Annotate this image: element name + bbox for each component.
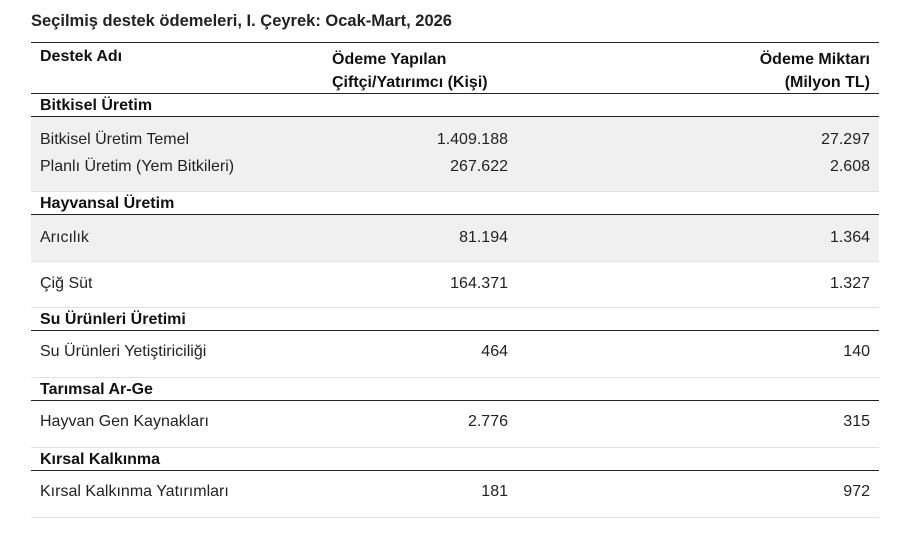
cell-farmers: 267.622 bbox=[450, 158, 508, 175]
header-farmers bbox=[332, 48, 488, 94]
table-row-group bbox=[31, 117, 879, 192]
header-amount-line1: Ödeme Miktarı bbox=[759, 51, 870, 68]
table-title: Seçilmiş destek ödemeleri, I. Çeyrek: Ocak-Mart, 2026 bbox=[31, 12, 452, 30]
header-amount-line2: (Milyon TL) bbox=[784, 74, 870, 91]
cell-support-name: Hayvan Gen Kaynakları bbox=[40, 413, 209, 430]
table-row-group bbox=[31, 401, 879, 448]
section-heading: Kırsal Kalkınma bbox=[31, 448, 879, 471]
cell-support-name: Kırsal Kalkınma Yatırımları bbox=[40, 483, 229, 500]
cell-amount: 1.327 bbox=[829, 275, 870, 292]
cell-amount: 1.364 bbox=[829, 229, 870, 246]
header-amount bbox=[760, 48, 870, 94]
table-row-group bbox=[31, 331, 879, 378]
table-row-group bbox=[31, 262, 879, 308]
table-header bbox=[31, 42, 879, 94]
cell-amount: 140 bbox=[843, 343, 870, 360]
table-row bbox=[31, 413, 879, 437]
support-payments-table bbox=[31, 42, 879, 518]
cell-support-name: Çiğ Süt bbox=[40, 275, 93, 292]
section-heading: Bitkisel Üretim bbox=[31, 94, 879, 117]
cell-amount: 27.297 bbox=[821, 131, 870, 148]
cell-amount: 2.608 bbox=[829, 158, 870, 175]
cell-farmers: 81.194 bbox=[459, 229, 508, 246]
header-farmers-line1: Ödeme Yapılan bbox=[332, 51, 447, 68]
cell-farmers: 181 bbox=[481, 483, 508, 500]
section-heading: Su Ürünleri Üretimi bbox=[31, 308, 879, 331]
table-row bbox=[31, 229, 879, 253]
cell-farmers: 464 bbox=[481, 343, 508, 360]
cell-support-name: Planlı Üretim (Yem Bitkileri) bbox=[40, 158, 235, 175]
header-support-name: Destek Adı bbox=[40, 48, 123, 65]
cell-farmers: 1.409.188 bbox=[436, 131, 508, 148]
cell-support-name: Arıcılık bbox=[40, 229, 89, 246]
cell-support-name: Bitkisel Üretim Temel bbox=[40, 131, 190, 148]
cell-farmers: 2.776 bbox=[467, 413, 508, 430]
table-row bbox=[31, 131, 879, 155]
cell-amount: 972 bbox=[843, 483, 870, 500]
table-row bbox=[31, 158, 879, 182]
header-farmers-line2: Çiftçi/Yatırımcı (Kişi) bbox=[332, 74, 488, 91]
cell-farmers: 164.371 bbox=[450, 275, 508, 292]
cell-amount: 315 bbox=[843, 413, 870, 430]
table-row bbox=[31, 275, 879, 299]
table-row bbox=[31, 483, 879, 507]
section-heading: Tarımsal Ar-Ge bbox=[31, 378, 879, 401]
cell-support-name: Su Ürünleri Yetiştiriciliği bbox=[40, 343, 207, 360]
section-heading: Hayvansal Üretim bbox=[31, 192, 879, 215]
table-row bbox=[31, 343, 879, 367]
table-row-group bbox=[31, 215, 879, 262]
table-row-group bbox=[31, 471, 879, 518]
